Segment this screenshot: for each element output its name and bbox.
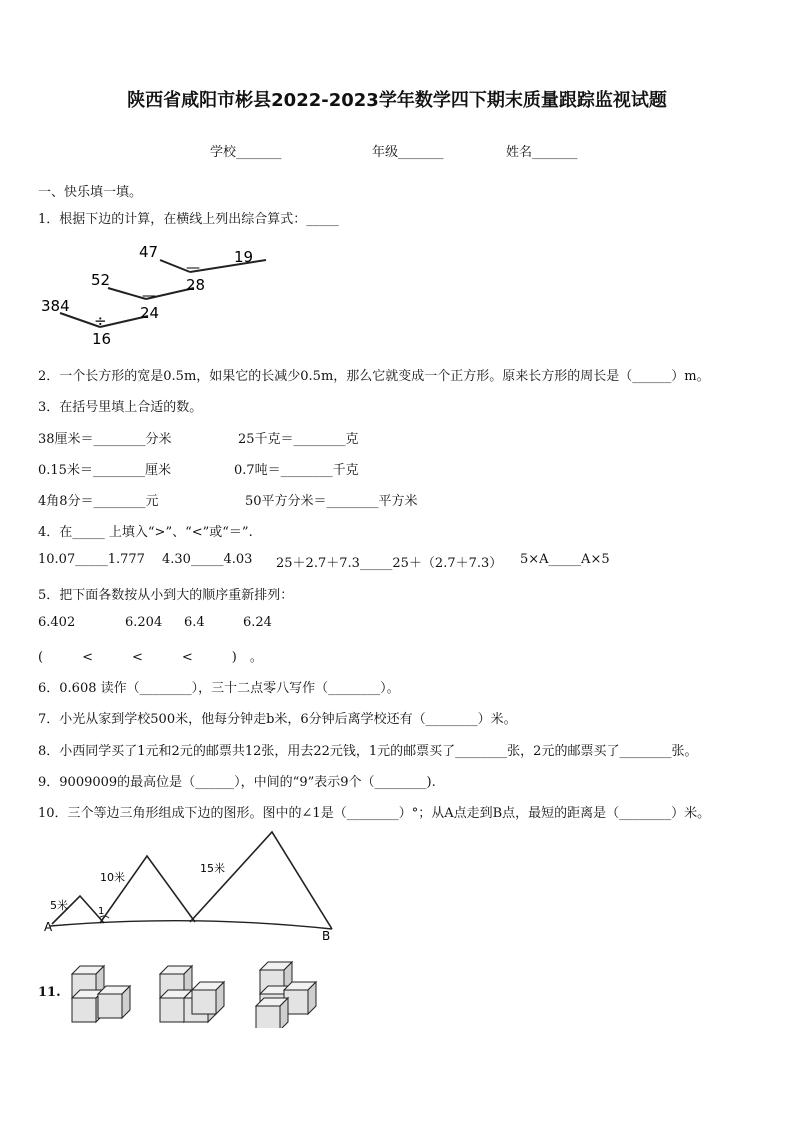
label-5m: 5米: [50, 899, 68, 912]
number-28: 28: [186, 276, 206, 294]
number-384: 384: [41, 297, 70, 315]
q3-item: 4角8分＝________元: [38, 494, 159, 509]
number-19: 19: [234, 248, 254, 266]
q3-item: 0.15米＝________厘米: [38, 463, 171, 478]
point-a-label: A: [44, 920, 53, 934]
q4-item: 25＋2.7＋7.3_____25＋（2.7＋7.3）: [276, 556, 503, 571]
q3-item: 50平方分米＝________平方米: [245, 494, 418, 509]
q4-item: 10.07_____1.777: [38, 552, 145, 567]
question-11-number: 11.: [38, 985, 61, 1000]
question-2: 2．一个长方形的宽是0.5m，如果它的长减少0.5m，那么它就变成一个正方形。原来长方形的周长是（______）m。: [38, 369, 710, 384]
q3-item: 38厘米＝________分米: [38, 432, 172, 447]
school-field: 学校_______: [210, 145, 282, 160]
triangles-figure: [40, 826, 340, 944]
question-8: 8．小西同学买了1元和2元的邮票共12张，用去22元钱，1元的邮票买了________张，2元的邮票买了________张。: [38, 744, 698, 759]
question-9: 9．9009009的最高位是（______），中间的“9”表示9个（________).: [38, 775, 436, 790]
angle-1-label: 1: [98, 906, 105, 917]
number-52: 52: [91, 271, 111, 289]
minus-sign-2: —: [142, 288, 156, 304]
cube-figures: [64, 958, 334, 1028]
question-6: 6．0.608 读作（________），三十二点零八写作（________）。: [38, 681, 400, 696]
question-4: 4．在_____ 上填入“>”、“<”或“＝”.: [38, 525, 253, 540]
q4-item: 4.30_____4.03: [162, 552, 253, 567]
q5-number: 6.4: [184, 615, 205, 630]
question-1: 1．根据下边的计算，在横线上列出综合算式：_____: [38, 212, 339, 227]
q5-order-blanks: ( < < < ) 。: [38, 650, 263, 665]
question-7: 7．小光从家到学校500米，他每分钟走b米，6分钟后离学校还有（________）米。: [38, 712, 517, 727]
q5-number: 6.402: [38, 615, 76, 630]
name-field: 姓名_______: [506, 145, 578, 160]
number-24: 24: [140, 304, 160, 322]
question-5: 5．把下面各数按从小到大的顺序重新排列：: [38, 588, 294, 603]
page-title: 陕西省咸阳市彬县2022-2023学年数学四下期末质量跟踪监视试题: [127, 90, 667, 111]
q3-item: 25千克＝________克: [238, 432, 359, 447]
question-10: 10．三个等边三角形组成下边的图形。图中的∠1是（________）°；从A点走到B点，最短的距离是（________）米。: [38, 806, 711, 821]
minus-sign: —: [186, 260, 200, 276]
q4-item: 5×A_____A×5: [520, 552, 610, 567]
number-47: 47: [139, 243, 159, 261]
number-16: 16: [92, 330, 112, 348]
section-heading: 一、快乐填一填。: [38, 185, 143, 200]
division-sign: ÷: [94, 312, 107, 330]
label-15m: 15米: [200, 862, 225, 875]
calculation-tree-diagram: [38, 238, 278, 350]
point-b-label: B: [322, 929, 331, 943]
label-10m: 10米: [100, 871, 125, 884]
grade-field: 年级_______: [372, 145, 444, 160]
q3-item: 0.7吨＝________千克: [234, 463, 359, 478]
q5-number: 6.24: [243, 615, 272, 630]
question-3: 3．在括号里填上合适的数。: [38, 400, 203, 415]
q5-number: 6.204: [125, 615, 163, 630]
